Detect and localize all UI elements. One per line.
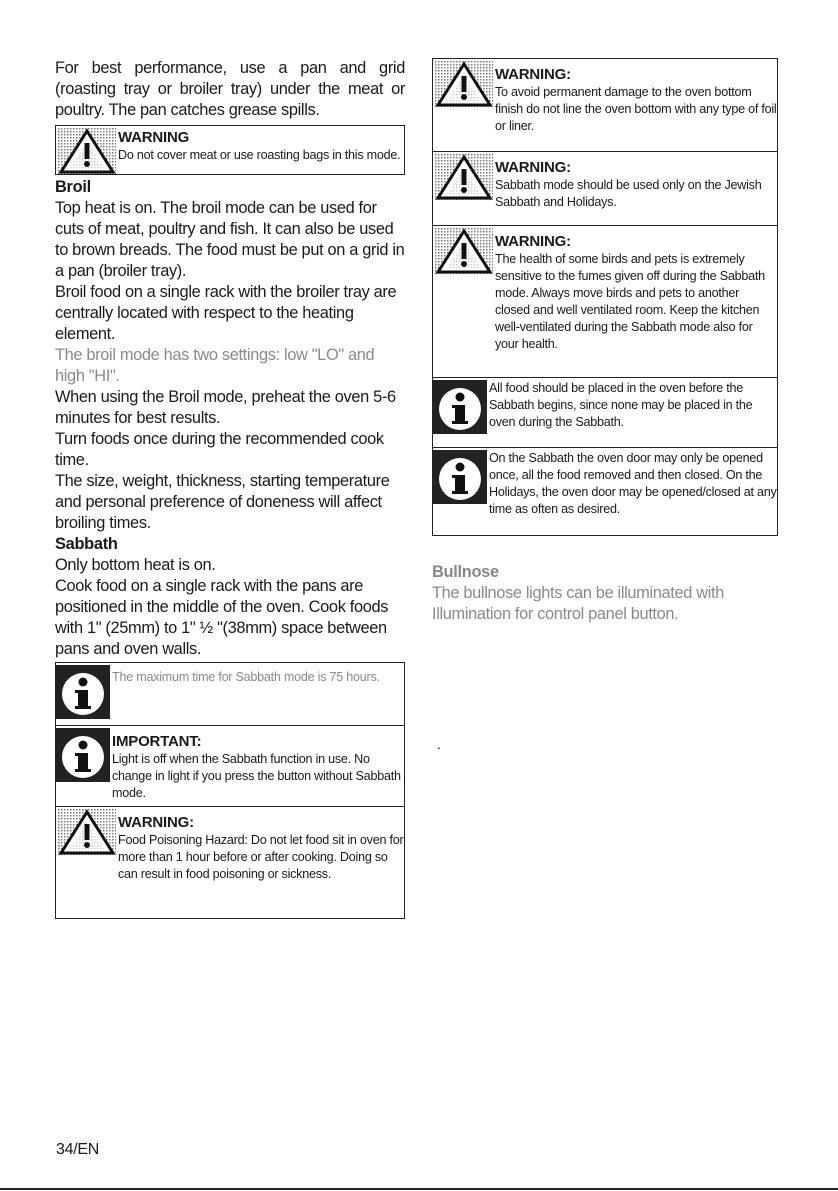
- bottom-rule: [0, 1188, 838, 1190]
- warning-body: The health of some birds and pets is extremely sensitive to the fumes given off during the Sabbath mode. Always move birds and pets to another closed and well ventilated room. Keep the kitchen well-ventilated during the Sabbath mode also for your health.: [495, 252, 765, 351]
- warning-icon: [435, 228, 493, 274]
- important-body: Light is off when the Sabbath function in use. No change in light if you press the button without Sabbath mode.: [112, 752, 401, 800]
- sabbath-heading: Sabbath: [55, 535, 118, 553]
- info-body: The maximum time for Sabbath mode is 75 hours.: [112, 670, 380, 684]
- warning-icon: [435, 154, 493, 200]
- warning-body: Sabbath mode should be used only on the Jewish Sabbath and Holidays.: [495, 178, 762, 209]
- info-box-food-before-sabbath: [432, 378, 778, 448]
- warning-body: Do not cover meat or use roasting bags in this mode.: [118, 148, 401, 162]
- warning-title: WARNING:: [495, 159, 571, 176]
- broil-paragraph-2: Broil food on a single rack with the broiler tray are centrally located with respect to the heating element.: [55, 283, 397, 343]
- broil-paragraph-6: The size, weight, thickness, starting temperature and personal preference of doneness will affect broiling times.: [55, 472, 390, 532]
- warning-icon: [58, 809, 116, 855]
- broil-paragraph-3: The broil mode has two settings: low "LO" and high "HI".: [55, 346, 375, 385]
- info-icon: [433, 380, 487, 434]
- warning-icon: [435, 61, 493, 107]
- info-box-max-time: [55, 662, 405, 726]
- intro-paragraph: For best performance, use a pan and grid (roasting tray or broiler tray) under the meat or poultry. The pan catches grease spills.: [55, 59, 405, 119]
- warning-title: WARNING:: [495, 233, 571, 250]
- warning-box-foil: [432, 58, 778, 152]
- stray-dot: .: [437, 736, 441, 752]
- broil-paragraph-4: When using the Broil mode, preheat the oven 5-6 minutes for best results.: [55, 388, 396, 427]
- important-box-light: [55, 726, 405, 807]
- warning-title: WARNING: [118, 129, 190, 146]
- info-box-oven-door: [432, 448, 778, 536]
- sabbath-paragraph-2: Cook food on a single rack with the pans are positioned in the middle of the oven. Cook foods with 1" (25mm) to 1" ½ "(38mm) space between pans and oven walls.: [55, 577, 389, 658]
- warning-box-cover-meat: [55, 125, 405, 175]
- left-column: [55, 58, 405, 919]
- sabbath-paragraph-1: Only bottom heat is on.: [55, 556, 216, 574]
- warning-body: To avoid permanent damage to the oven bottom finish do not line the oven bottom with any type of foil or liner.: [495, 85, 777, 133]
- bullnose-paragraph: The bullnose lights can be illuminated with Illumination for control panel button.: [432, 584, 724, 623]
- info-body: All food should be placed in the oven before the Sabbath begins, since none may be placed in the oven during the Sabbath.: [489, 381, 753, 429]
- broil-heading: Broil: [55, 178, 91, 196]
- warning-box-sabbath-use: [432, 152, 778, 226]
- info-icon: [433, 450, 487, 504]
- info-body: On the Sabbath the oven door may only be opened once, all the food removed and then closed. On the Holidays, the oven door may be opened/closed at any time as often as desired.: [489, 451, 777, 516]
- warning-title: WARNING:: [118, 814, 194, 831]
- warning-box-birds-pets: [432, 226, 778, 378]
- info-icon: [56, 728, 110, 782]
- warning-box-food-poisoning: [55, 807, 405, 919]
- warning-body: Food Poisoning Hazard: Do not let food sit in oven for more than 1 hour before or after cooking. Doing so can result in food poisoning or sickness.: [118, 833, 404, 881]
- broil-paragraph-5: Turn foods once during the recommended cook time.: [55, 430, 384, 469]
- info-icon: [56, 665, 110, 719]
- bullnose-heading: Bullnose: [432, 563, 499, 581]
- right-column: [432, 58, 778, 625]
- warning-title: WARNING:: [495, 66, 571, 83]
- page-number: 34/EN: [56, 1141, 99, 1158]
- important-title: IMPORTANT:: [112, 733, 202, 750]
- warning-icon: [58, 128, 116, 174]
- broil-paragraph-1: Top heat is on. The broil mode can be used for cuts of meat, poultry and fish. It can also be used to brown breads. The food must be put on a grid in a pan (broiler tray).: [55, 199, 405, 280]
